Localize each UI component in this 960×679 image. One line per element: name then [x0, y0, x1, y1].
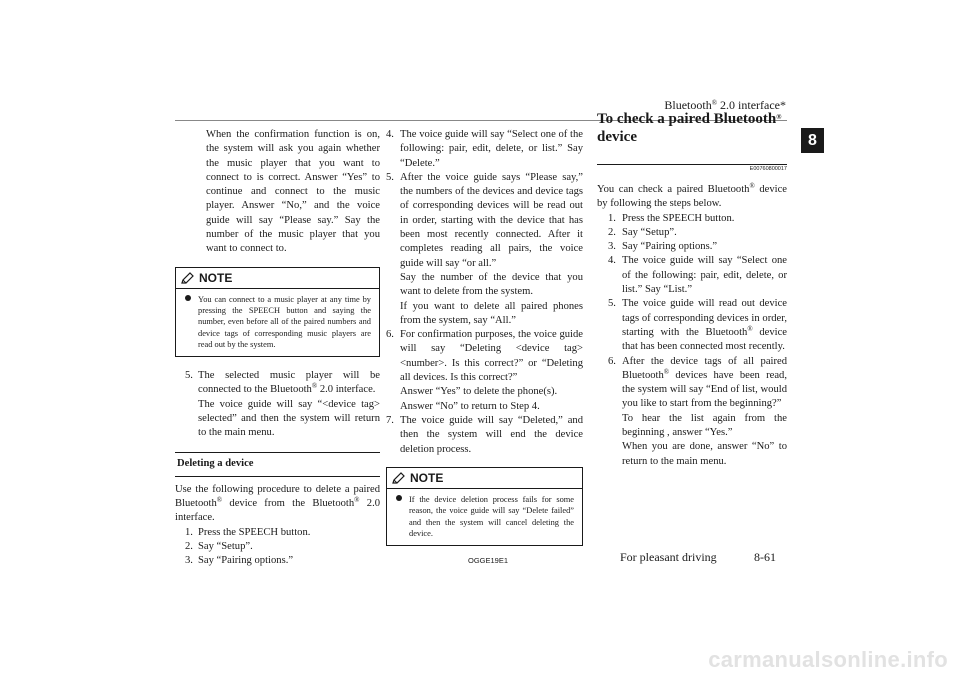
list-item: 2. Say “Setup”.	[185, 540, 253, 552]
step-7: 7. The voice guide will say “Deleted,” and then the system will end the device deletion process.	[386, 414, 583, 455]
step-5-detail: The voice guide will say “<device tag> selected” and then the system will return to the main menu.	[198, 398, 380, 439]
note-body	[387, 489, 582, 545]
note-box-1	[175, 267, 380, 357]
delete-intro: Use the following procedure to delete a paired Bluetooth® device from the Bluetooth® 2.0 interface.	[175, 483, 381, 524]
note-title: NOTE	[410, 470, 444, 485]
page-number: 8-61	[754, 550, 776, 564]
step-6-detail-2: Answer “No” to return to Step 4.	[400, 400, 540, 412]
footer-code: OGGE19E1	[468, 556, 509, 565]
step-5: 5. The selected music player will be connected to the Bluetooth® 2.0 interface.	[185, 369, 380, 396]
step-5: 5. After the voice guide says “Please say,” the numbers of the devices and device tags of corresponding devices will be read out in order, starting with the device that has been most recently connected. After it completes reading all pairs, the voice guide will say “or all.”	[386, 171, 583, 269]
list-item: 5. The voice guide will read out device tags of corresponding devices in order, starting with the Bluetooth® device that has been connected most recently.	[608, 298, 787, 353]
column-1	[175, 128, 380, 569]
list-item: 4. The voice guide will say “Select one of the following: pair, edit, delete, or list.” Say “List.”	[608, 255, 787, 296]
list-item: 1. Press the SPEECH button.	[608, 212, 735, 224]
confirmation-paragraph: When the confirmation function is on, the system will ask you again whether the music player that you want to connect to is correct. Answer “Yes” to continue and connect to the music player. Answer “No,” and the voice guide will say “Please say.” Say the number of the music player that you want to connect to.	[206, 129, 380, 255]
section-code: E00760800017	[749, 166, 787, 172]
step-6: 6. For confirmation purposes, the voice guide will say “Deleting <device tag> <number>. Is this correct?” or “Deleting all devices. Is this correct?”	[386, 329, 583, 384]
step-5-detail: Say the number of the device that you want to delete from the system.	[400, 271, 583, 298]
note-text: You can connect to a music player at any time by pressing the SPEECH button and saying the number, even before all of the paired numbers and device tags of corresponding music players are read out by the system.	[198, 294, 371, 349]
step-5-detail-2: If you want to delete all paired phones from the system, say “All.”	[400, 300, 583, 326]
step-4: 4. The voice guide will say “Select one of the following: pair, edit, delete, or list.” Say “Delete.”	[386, 129, 583, 169]
step-6-detail: Answer “Yes” to delete the phone(s).	[400, 386, 558, 398]
step-6-detail-2: When you are done, answer “No” to return to the main menu.	[622, 441, 787, 467]
note-body	[176, 289, 379, 356]
check-intro: You can check a paired Bluetooth® device by following the steps below.	[597, 182, 787, 210]
section-title: Deleting a device	[175, 452, 380, 476]
note-header	[176, 268, 379, 289]
list-item: 1. Press the SPEECH button.	[185, 526, 311, 538]
note-header	[387, 468, 582, 489]
list-item: 3. Say “Pairing options.”	[608, 241, 718, 253]
list-item: 2. Say “Setup”.	[608, 226, 677, 238]
note-text: If the device deletion process fails for some reason, the voice guide will say “Delete failed” and then the system will cancel deleting the device.	[409, 495, 574, 538]
section-heading: To check a paired Bluetooth® device	[597, 111, 782, 145]
bullet-icon	[185, 295, 191, 301]
pencil-icon	[392, 472, 406, 484]
heading-rule	[597, 164, 787, 165]
note-box-2	[386, 467, 583, 546]
column-3	[597, 183, 787, 469]
watermark: carmanualsonline.info	[708, 647, 948, 672]
page-header-title: Bluetooth® 2.0 interface*	[664, 98, 786, 112]
pencil-icon	[181, 272, 195, 284]
note-title: NOTE	[199, 270, 233, 285]
column-2	[386, 128, 583, 558]
step-6-detail: To hear the list again from the beginning , answer “Yes.”	[622, 412, 787, 439]
section-tab: 8	[801, 128, 824, 153]
list-item: 6. After the device tags of all paired Bluetooth® devices have been read, the system will say “End of list, would you like to start from the beginning?”	[608, 355, 787, 410]
list-item: 3. Say “Pairing options.”	[185, 555, 294, 567]
footer-section-name: For pleasant driving	[620, 550, 717, 564]
